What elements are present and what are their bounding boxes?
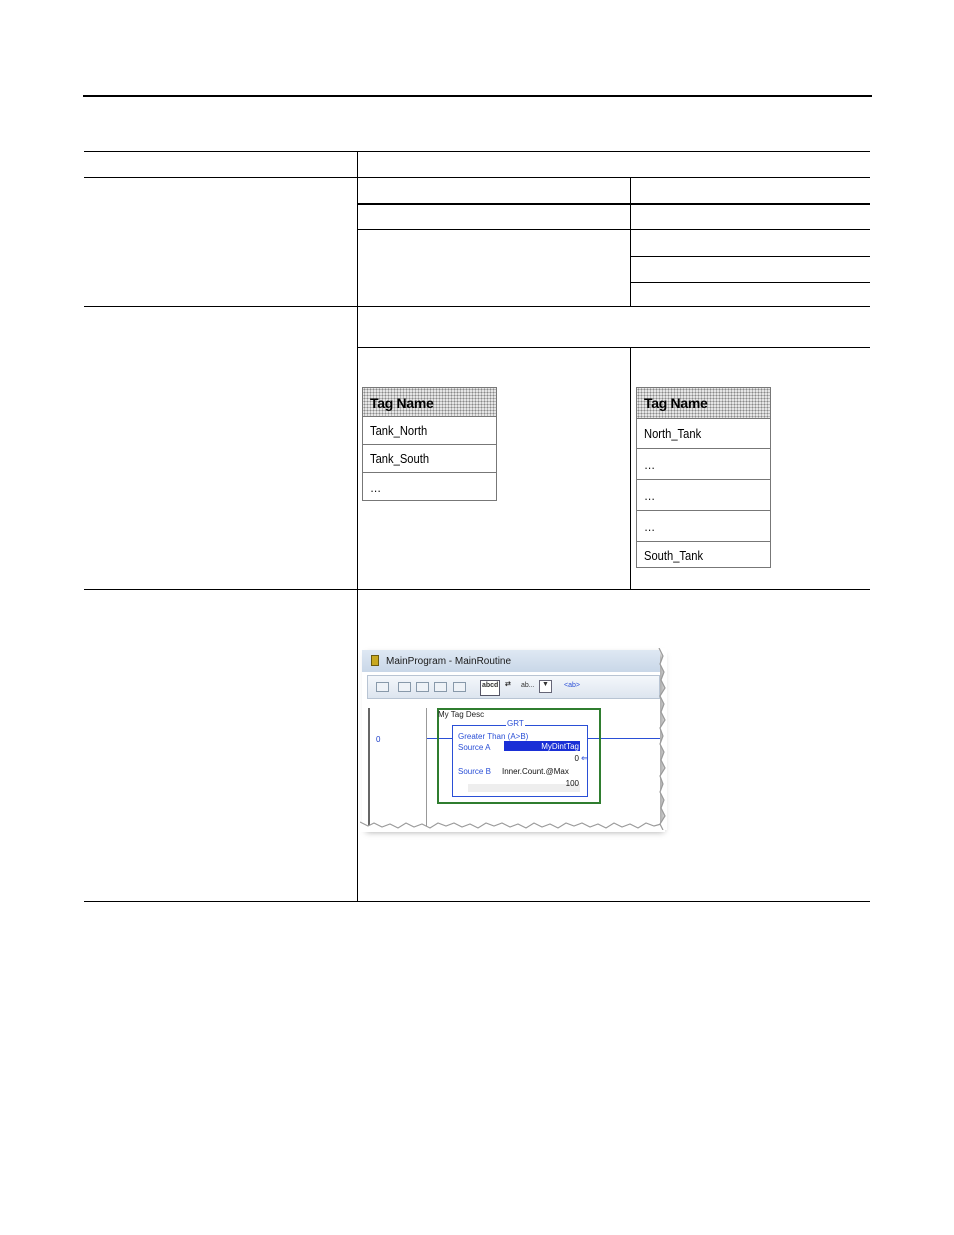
subtable-divider: [630, 178, 631, 306]
table-row: [363, 445, 496, 473]
table-row: [363, 473, 496, 501]
table-header-bottom-line: [84, 177, 870, 178]
chevron-down-icon[interactable]: ▼: [539, 680, 552, 693]
description-toggle-button[interactable]: abcd: [480, 680, 500, 696]
left-power-rail: [368, 708, 370, 828]
arrow-left-icon: ⇐: [581, 753, 589, 763]
source-b-label: Source B: [458, 767, 491, 776]
source-b-operand[interactable]: Inner.Count.@Max: [502, 767, 569, 776]
subtable-line-2: [358, 229, 870, 230]
table-bottom-line: [84, 901, 870, 902]
tag-name-table-left: [362, 387, 497, 501]
row2-inner-line: [358, 347, 870, 348]
tag-name-header: Tag Name: [363, 388, 496, 417]
tag-cell: …: [644, 487, 656, 503]
swap-icon[interactable]: ⇄: [505, 681, 511, 688]
xic-icon[interactable]: [434, 682, 447, 692]
tag-cell: …: [644, 456, 656, 472]
page-top-rule: [83, 95, 872, 97]
ladder-editor-screenshot: [362, 650, 660, 828]
subtable-line-1: [358, 203, 870, 205]
tag-description: My Tag Desc: [438, 710, 485, 719]
source-a-value: 0: [574, 754, 579, 763]
torn-edge-bottom: [360, 820, 665, 832]
table-row: [637, 480, 770, 511]
instruction-mnemonic: GRT: [507, 719, 524, 728]
tag-cell: Tank_South: [370, 451, 430, 466]
instruction-name: Greater Than (A>B): [458, 732, 529, 741]
subtable-line-3: [631, 256, 870, 257]
branch-level-icon[interactable]: [416, 682, 429, 692]
ladder-toolbar: [367, 675, 660, 699]
table-row: [363, 417, 496, 445]
table-column-divider: [357, 152, 358, 902]
routine-icon: [371, 655, 379, 666]
ladder-area: [362, 702, 660, 828]
tag-name-header: Tag Name: [637, 388, 770, 419]
window-title: MainProgram - MainRoutine: [386, 656, 512, 667]
rung-number-column-line: [426, 708, 427, 828]
branch-icon[interactable]: [398, 682, 411, 692]
table-row: [637, 449, 770, 480]
tag-cell: North_Tank: [644, 426, 702, 441]
tag-cell: Tank_North: [370, 423, 428, 438]
source-a-operand[interactable]: MyDintTag: [541, 742, 579, 751]
table-header-top-line: [84, 151, 870, 152]
ote-icon[interactable]: [453, 682, 466, 692]
table-row-line-2: [84, 589, 870, 590]
font-select[interactable]: ab...: [521, 682, 535, 689]
tag-name-table-right: [636, 387, 771, 568]
tag-cell: South_Tank: [644, 548, 704, 563]
source-b-value: 100: [565, 779, 579, 788]
table-row: [637, 419, 770, 449]
tag-view-button[interactable]: <ab>: [564, 682, 580, 689]
table-row: [637, 511, 770, 542]
source-a-label: Source A: [458, 743, 491, 752]
tag-cell: …: [370, 479, 382, 495]
window-titlebar: [362, 650, 660, 672]
torn-edge-right: [655, 648, 667, 830]
rung-number: 0: [376, 735, 381, 744]
table-row: [637, 542, 770, 569]
tag-cell: …: [644, 518, 656, 534]
rung-icon[interactable]: [376, 682, 389, 692]
subtable-line-4: [631, 282, 870, 283]
table-row-line-1: [84, 306, 870, 307]
row2-inner-divider: [630, 348, 631, 589]
